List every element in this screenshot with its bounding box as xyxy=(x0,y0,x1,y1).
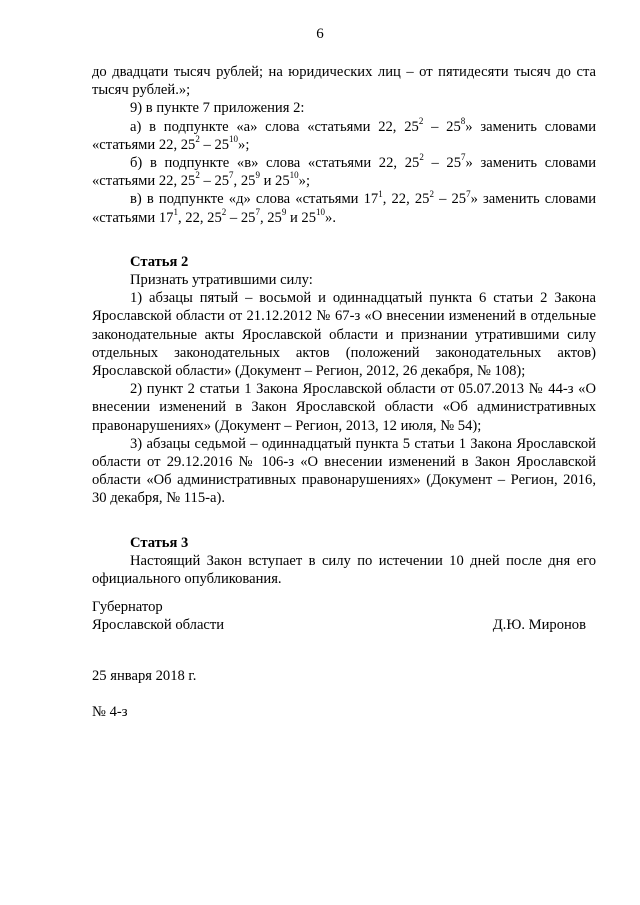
signature-position-line2: Ярославской области xyxy=(92,617,225,634)
document-body xyxy=(92,63,596,588)
article-2-intro: Признать утратившими силу: xyxy=(130,272,313,289)
article-3-text: Настоящий Закон вступает в силу по истечении 10 дней после дня его официального опубликования. xyxy=(92,552,596,588)
subitem-v: в) в подпункте «д» слова «статьями $17^1$, 22, $25^2 - 25^7$» заменить словами «статьями $17^1$, 22, $25^2 - 25^7$, $25^9$ и $25^{10}$». xyxy=(92,188,597,226)
article-2-item-3: 3) абзацы седьмой – одиннадцатый пункта 5 статьи 1 Закона Ярославской области от 29.12.2016 № 106-з «О внесении изменений в Закон Ярославской области «Об административных правонарушениях» (Документ – Регион, 2016, 30 декабря, № 115-а). xyxy=(92,435,596,507)
signature-block xyxy=(92,598,596,634)
item-9: 9) в пункте 7 приложения 2: xyxy=(130,100,305,117)
article-2-heading: Статья 2 xyxy=(130,253,189,270)
law-number: № 4-з xyxy=(92,704,128,720)
intro-continuation: до двадцати тысяч рублей; на юридических лиц – от пятидесяти тысяч до ста тысяч рублей.»; xyxy=(92,64,596,99)
signature-position-line1: Губернатор xyxy=(92,599,163,615)
article-3-heading: Статья 3 xyxy=(130,534,189,551)
signature-name: Д.Ю. Миронов xyxy=(492,617,586,634)
page-number: 6 xyxy=(316,26,324,42)
subitem-b: б) в подпункте «в» слова «статьями 22, $25^2 - 25^7$» заменить словами «статьями 22, $25^2 - 25^7$, $25^9$ и $25^{10}$»; xyxy=(92,152,597,190)
law-date: 25 января 2018 г. xyxy=(92,668,197,684)
article-2-item-2: 2) пункт 2 статьи 1 Закона Ярославской области от 05.07.2013 № 44-з «О внесении изменений в Закон Ярославской области «Об административных правонарушениях» (Документ – Регион, 2013, 12 июля, № 54); xyxy=(92,381,596,434)
article-2-item-1: 1) абзацы пятый – восьмой и одиннадцатый пункта 6 статьи 2 Закона Ярославской области от 21.12.2012 № 67-з «О внесении изменений в отдельные законодательные акты Ярославской области и признании утратившими силу отдельных законодательных актов (положений законодательных актов) Ярославской области» (Документ – Регион, 2012, 26 декабря, № 108); xyxy=(92,290,596,380)
subitem-a: а) в подпункте «а» слова «статьями 22, $25^2 - 25^8$» заменить словами «статьями 22, $25^2 - 25^{10}$»; xyxy=(92,115,597,153)
